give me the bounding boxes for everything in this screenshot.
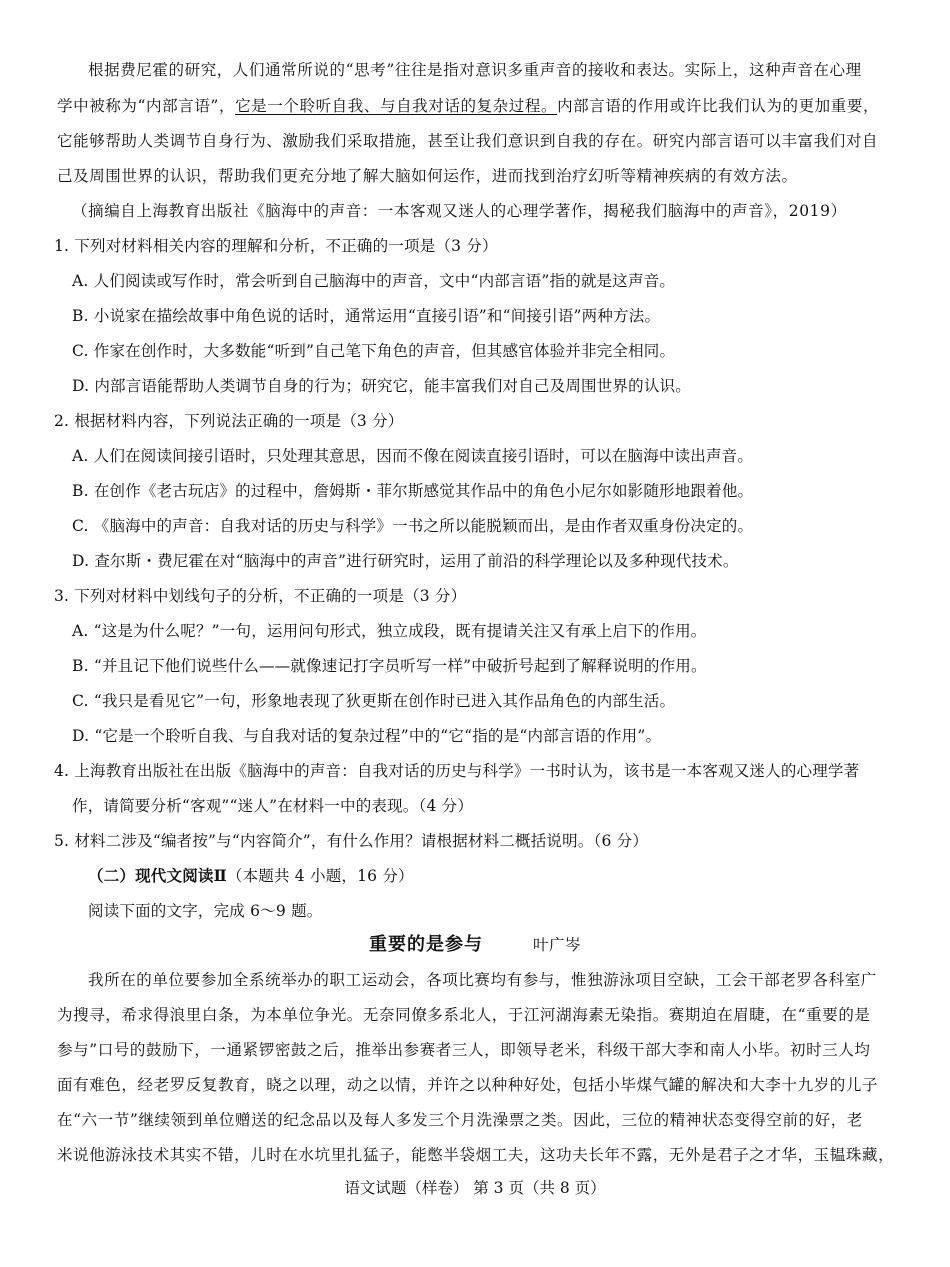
question-2-option-d: D. 查尔斯・费尼霍在对“脑海中的声音”进行研究时，运用了前沿的科学理论以及多种现代技术。: [72, 552, 739, 570]
story-line-3: 参与”口号的鼓励下，一通紧锣密鼓之后，推举出参赛者三人，即领导老米，科级干部大李和南人小毕。初时三人均: [57, 1041, 871, 1059]
passage-line-1: 根据费尼霍的研究，人们通常所说的“思考”往往是指对意识多重声音的接收和表达。实际上，这种声音在心理: [88, 61, 862, 79]
question-1-option-d: D. 内部言语能帮助人类调节自身的行为；研究它，能丰富我们对自己及周围世界的认识。: [72, 377, 691, 395]
question-4-line-2: 作，请简要分析“客观”“迷人”在材料一中的表现。（4 分）: [72, 797, 474, 815]
passage-line-2-end: 内部言语的作用或许比我们认为的更加重要，: [557, 97, 880, 115]
story-author: 叶广岑: [532, 936, 581, 954]
passage-line-2-start: 学中被称为“内部言语”，: [57, 97, 236, 115]
passage-line-2: [57, 94, 879, 118]
question-1-option-a: A. 人们阅读或写作时，常会听到自己脑海中的声音，文中“内部言语”指的就是这声音。: [72, 272, 676, 290]
section-2-heading-note: （本题共 4 小题，16 分）: [226, 867, 414, 885]
question-2-option-c: C. 《脑海中的声音：自我对话的历史与科学》一书之所以能脱颖而出，是由作者双重身份决定的。: [72, 517, 754, 535]
question-1-option-b: B. 小说家在描绘故事中角色说的话时，通常运用“直接引语”和“间接引语”两种方法。: [72, 307, 661, 325]
underlined-sentence: 它是一个聆听自我、与自我对话的复杂过程。: [235, 97, 558, 115]
question-4-line-1: 4. 上海教育出版社在出版《脑海中的声音：自我对话的历史与科学》一书时认为，该书是一本客观又迷人的心理学著: [54, 762, 860, 780]
story-line-5: 在“六一节”继续领到单位赠送的纪念品以及每人多发三个月洗澡票之类。因此，三位的精神状态变得空前的好，老: [57, 1111, 863, 1129]
question-3-option-c: C. “我只是看见它”一句，形象地表现了狄更斯在创作时已进入其作品角色的内部生活。: [72, 692, 676, 710]
section-2-instruction: 阅读下面的文字，完成 6～9 题。: [88, 902, 323, 920]
story-line-6: 米说他游泳技术其实不错，儿时在水坑里扎猛子，能憋半袋烟工夫，这功夫长年不露，无外是君子之才华，玉韫珠藏，: [57, 1146, 895, 1164]
story-line-4: 面有难色，经老罗反复教育，晓之以理，动之以情，并许之以种种好处，包括小毕煤气罐的解决和大李十九岁的儿子: [57, 1076, 879, 1094]
question-2-option-b: B. 在创作《老古玩店》的过程中，詹姆斯・菲尔斯感觉其作品中的角色小尼尔如影随形地跟着他。: [72, 482, 754, 500]
story-title: 重要的是参与: [368, 934, 483, 955]
question-2: 2. 根据材料内容，下列说法正确的一项是（3 分）: [54, 412, 404, 430]
story-line-2: 为搜寻，希求得浪里白条，为本单位争光。无奈同僚多系北人，于江河湖海素无染指。赛期迫在眉睫，在“重要的是: [57, 1006, 871, 1024]
passage-line-3: 它能够帮助人类调节自身行为、激励我们采取措施，甚至让我们意识到自我的存在。研究内部言语可以丰富我们对自: [57, 132, 879, 150]
question-3-option-b: B. “并且记下他们说些什么——就像速记打字员听写一样”中破折号起到了解释说明的作用。: [72, 657, 707, 675]
question-3-option-d: D. “它是一个聆听自我、与自我对话的复杂过程”中的“它“指的是“内部言语的作用”。: [72, 727, 662, 745]
story-title-row: [0, 933, 950, 957]
question-1: 1. 下列对材料相关内容的理解和分析，不正确的一项是（3 分）: [54, 237, 498, 255]
passage-line-4: 己及周围世界的认识，帮助我们更充分地了解大脑如何运作，进而找到治疗幻听等精神疾病的有效方法。: [57, 167, 798, 185]
question-3: 3. 下列对材料中划线句子的分析，不正确的一项是（3 分）: [54, 587, 467, 605]
section-2-heading-label: （二）现代文阅读Ⅱ: [88, 866, 227, 885]
passage-source: （摘编自上海教育出版社《脑海中的声音：一本客观又迷人的心理学著作，揭秘我们脑海中的声音》，2019）: [72, 202, 847, 220]
question-2-option-a: A. 人们在阅读间接引语时，只处理其意思，因而不像在阅读直接引语时，可以在脑海中读出声音。: [72, 447, 754, 465]
page-footer: 语文试题（样卷） 第 3 页（共 8 页）: [344, 1179, 606, 1197]
section-2-heading: [88, 864, 414, 888]
story-line-1: 我所在的单位要参加全系统举办的职工运动会，各项比赛均有参与，惟独游泳项目空缺，工会干部老罗各科室广: [88, 971, 877, 989]
question-5: 5. 材料二涉及“编者按”与“内容简介”，有什么作用？请根据材料二概括说明。（6 分）: [54, 832, 649, 850]
question-3-option-a: A. “这是为什么呢？”一句，运用问句形式，独立成段，既有提请关注又有承上启下的作用。: [72, 622, 707, 640]
question-1-option-c: C. 作家在创作时，大多数能“听到”自己笔下角色的声音，但其感官体验并非完全相同。: [72, 342, 676, 360]
